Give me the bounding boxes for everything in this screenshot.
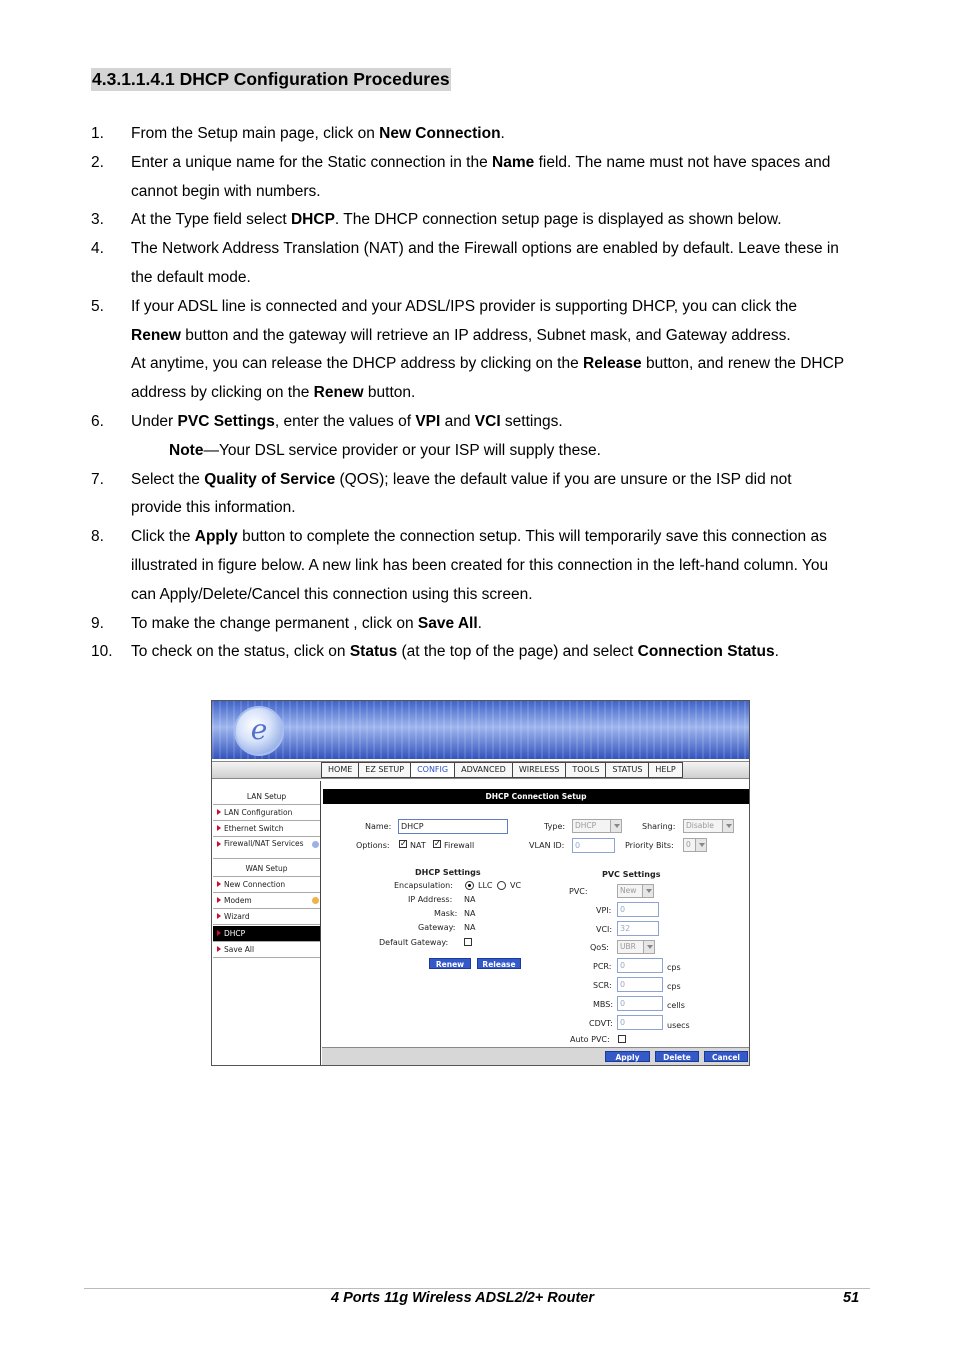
step-line: [131, 466, 871, 495]
sidebar-header-wan: WAN Setup: [213, 861, 320, 877]
step-text: .: [774, 643, 779, 661]
auto-pvc-checkbox[interactable]: [618, 1035, 626, 1043]
step-text: button and the gateway will retrieve an IP address, Subnet mask, and Gateway address.: [180, 326, 791, 344]
apply-button[interactable]: Apply: [605, 1051, 650, 1062]
procedure-step: [91, 149, 871, 207]
llc-label: LLC: [478, 881, 493, 890]
sidebar-item-save-all[interactable]: [213, 942, 320, 958]
step-line: [131, 235, 871, 264]
arrow-right-icon: [217, 913, 221, 919]
vci-label: VCI:: [596, 925, 613, 934]
pvc-select[interactable]: [617, 884, 654, 898]
cdvt-input[interactable]: 0: [617, 1015, 663, 1030]
step-text: (at the top of the page) and select: [397, 643, 638, 661]
gateway-label: Gateway:: [418, 923, 456, 932]
step-text: .: [477, 614, 482, 632]
renew-button[interactable]: Renew: [429, 958, 471, 969]
auto-pvc-label: Auto PVC:: [570, 1035, 610, 1044]
router-screenshot-figure: [211, 700, 750, 1066]
status-dot-icon: [312, 841, 319, 848]
vci-input[interactable]: 32: [617, 921, 659, 936]
step-emphasis: Name: [492, 153, 535, 171]
step-text: address by clicking on the: [131, 384, 314, 402]
step-text: can Apply/Delete/Cancel this connection using this screen.: [131, 585, 533, 603]
vlan-id-label: VLAN ID:: [529, 841, 565, 850]
type-select-value: DHCP: [575, 821, 597, 830]
note-label: Note: [169, 441, 204, 459]
router-logo-icon: e: [234, 706, 284, 756]
arrow-right-icon: [217, 897, 221, 903]
sidebar-item-label: Modem: [224, 896, 252, 905]
step-text: .: [500, 125, 505, 142]
procedure-steps: [91, 120, 871, 667]
step-emphasis: Renew: [131, 326, 181, 344]
sidebar: [212, 781, 321, 1066]
qos-select-value: UBR: [620, 942, 636, 951]
step-text: settings.: [500, 412, 563, 430]
step-number: 1.: [91, 125, 104, 142]
sidebar-item-label: Ethernet Switch: [224, 824, 284, 833]
step-number: 9.: [91, 614, 104, 632]
step-text: button to complete the connection setup. This will temporarily save this connection as: [237, 528, 827, 546]
sharing-select-value: Disable: [686, 821, 714, 830]
default-gateway-label: Default Gateway:: [379, 938, 449, 947]
section-heading: 4.3.1.1.4.1 DHCP Configuration Procedures: [92, 69, 450, 89]
step-note: [131, 437, 871, 466]
sidebar-item-dhcp[interactable]: [213, 926, 320, 942]
vc-label: VC: [510, 881, 522, 890]
chevron-down-icon: [610, 820, 621, 832]
firewall-label: Firewall: [444, 841, 475, 850]
sidebar-item-firewall-nat[interactable]: [213, 837, 320, 859]
arrow-right-icon: [217, 881, 221, 887]
mbs-input[interactable]: 0: [617, 996, 663, 1011]
procedure-step: [91, 293, 871, 408]
nav-tab-help[interactable]: HELP: [648, 762, 682, 778]
step-line: [131, 379, 871, 408]
arrow-right-icon: [217, 946, 221, 952]
step-line: [131, 149, 871, 178]
nav-tab-advanced[interactable]: ADVANCED: [454, 762, 513, 778]
chevron-down-icon: [642, 885, 653, 897]
vpi-input[interactable]: 0: [617, 902, 659, 917]
step-line: [131, 581, 871, 610]
type-select[interactable]: [572, 819, 622, 833]
pvc-settings-header: PVC Settings: [602, 870, 661, 879]
step-number: 10.: [91, 643, 113, 661]
step-text: the default mode.: [131, 268, 251, 286]
step-text: To make the change permanent , click on: [131, 614, 418, 632]
step-number: 2.: [91, 153, 104, 171]
release-button[interactable]: Release: [477, 958, 521, 969]
sidebar-header-lan: LAN Setup: [213, 789, 320, 805]
pcr-unit: cps: [667, 963, 681, 972]
step-text: button, and renew the DHCP: [641, 355, 845, 373]
step-text: Enter a unique name for the Static connection in the: [131, 153, 493, 171]
step-line: [131, 638, 871, 667]
name-input[interactable]: DHCP: [398, 819, 508, 834]
procedure-step: [91, 610, 871, 639]
step-text: , enter the values of: [274, 412, 416, 430]
priority-bits-value: 0: [686, 840, 691, 849]
footer-title: 4 Ports 11g Wireless ADSL2/2+ Router: [331, 1290, 594, 1306]
sidebar-item-label: DHCP: [224, 929, 246, 938]
cancel-button[interactable]: Cancel: [704, 1051, 748, 1062]
encapsulation-label: Encapsulation:: [394, 881, 453, 890]
step-text: From the Setup main page, click on: [131, 125, 380, 142]
step-line: [131, 610, 871, 639]
step-text: Click the: [131, 528, 195, 546]
sidebar-item-label: Firewall/NAT Services: [224, 839, 304, 848]
sidebar-item-label: LAN Configuration: [224, 808, 293, 817]
sidebar-item-ethernet-switch[interactable]: [213, 821, 320, 837]
step-text: At the Type field select: [131, 211, 291, 229]
step-number: 8.: [91, 528, 104, 546]
vpi-label: VPI:: [596, 906, 612, 915]
delete-button[interactable]: Delete: [655, 1051, 699, 1062]
page-number: 51: [843, 1290, 860, 1306]
sharing-select[interactable]: [683, 819, 734, 833]
step-emphasis: New Connection: [379, 125, 501, 142]
sidebar-item-new-connection[interactable]: [213, 877, 320, 893]
ip-address-label: IP Address:: [408, 895, 453, 904]
dhcp-settings-header: DHCP Settings: [415, 868, 481, 877]
nat-label: NAT: [410, 841, 426, 850]
vc-radio[interactable]: [497, 881, 506, 890]
step-text: The Network Address Translation (NAT) and the Firewall options are enabled by default. Leave these in: [131, 240, 839, 258]
pcr-input[interactable]: 0: [617, 958, 663, 973]
options-label: Options:: [356, 841, 390, 850]
procedure-step: [91, 523, 871, 609]
sidebar-item-wizard[interactable]: [213, 909, 320, 925]
step-emphasis: Status: [349, 643, 398, 661]
type-label: Type:: [544, 822, 566, 831]
qos-label: QoS:: [590, 943, 609, 952]
step-line: [131, 408, 871, 437]
nat-checkbox[interactable]: ✓: [400, 839, 407, 848]
step-emphasis: VCI: [474, 412, 501, 430]
cdvt-label: CDVT:: [589, 1019, 613, 1028]
priority-bits-select[interactable]: [683, 838, 707, 852]
arrow-right-icon: [217, 809, 221, 815]
sidebar-item-lan-configuration[interactable]: [213, 805, 320, 821]
nav-tab-home[interactable]: HOME: [321, 762, 359, 778]
router-banner: [212, 701, 749, 759]
step-line: [131, 120, 871, 149]
step-text: provide this information.: [131, 499, 296, 517]
qos-select[interactable]: [617, 940, 655, 954]
step-line: [131, 293, 871, 322]
step-text: . The DHCP connection setup page is displayed as shown below.: [334, 211, 782, 229]
step-text: To check on the status, click on: [131, 643, 350, 661]
cdvt-unit: usecs: [667, 1021, 690, 1030]
pvc-select-value: New: [620, 886, 637, 895]
step-emphasis: Release: [583, 355, 642, 373]
chevron-down-icon: [722, 820, 733, 832]
gateway-value: NA: [464, 923, 476, 932]
arrow-right-icon: [217, 841, 221, 847]
step-line: [131, 206, 871, 235]
arrow-right-icon: [217, 930, 221, 936]
step-line: [131, 178, 871, 207]
step-line: [131, 523, 871, 552]
procedure-step: [91, 408, 871, 466]
step-number: 5.: [91, 297, 104, 315]
nav-tab-tools[interactable]: TOOLS: [565, 762, 606, 778]
step-emphasis: Connection Status: [637, 643, 775, 661]
step-text: button.: [363, 384, 416, 402]
step-text: If your ADSL line is connected and your ADSL/IPS provider is supporting DHCP, you can click the: [131, 297, 797, 315]
nav-tab-wireless[interactable]: WIRELESS: [512, 762, 567, 778]
pvc-label: PVC:: [569, 887, 588, 896]
step-text: cannot begin with numbers.: [131, 182, 321, 200]
llc-radio[interactable]: [465, 881, 474, 890]
page-title: DHCP Connection Setup: [323, 789, 749, 804]
mask-label: Mask:: [434, 909, 458, 918]
mbs-unit: cells: [667, 1001, 685, 1010]
step-emphasis: Save All: [417, 614, 478, 632]
top-navigation: [321, 762, 682, 778]
default-gateway-checkbox[interactable]: [464, 938, 472, 946]
priority-bits-label: Priority Bits:: [625, 841, 674, 850]
scr-label: SCR:: [593, 981, 612, 990]
ip-address-value: NA: [464, 895, 476, 904]
step-emphasis: PVC Settings: [177, 412, 275, 430]
sidebar-item-label: Wizard: [224, 912, 250, 921]
procedure-step: [91, 206, 871, 235]
sharing-label: Sharing:: [642, 822, 676, 831]
step-text: field. The name must not have spaces and: [534, 153, 831, 171]
status-dot-icon: [312, 897, 319, 904]
step-text: Select the: [131, 470, 205, 488]
step-number: 4.: [91, 240, 104, 258]
arrow-right-icon: [217, 825, 221, 831]
procedure-step: [91, 235, 871, 293]
step-line: [131, 494, 871, 523]
procedure-step: [91, 466, 871, 524]
procedure-step: [91, 120, 871, 149]
firewall-checkbox[interactable]: ✓: [434, 839, 441, 848]
step-text: illustrated in figure below. A new link has been created for this connection in the left-hand column. You: [131, 556, 829, 574]
step-text: At anytime, you can release the DHCP address by clicking on the: [131, 355, 584, 373]
step-number: 6.: [91, 412, 104, 430]
step-number: 7.: [91, 470, 104, 488]
step-line: [131, 552, 871, 581]
step-emphasis: DHCP: [290, 211, 335, 229]
nav-tab-config[interactable]: CONFIG: [410, 762, 455, 778]
note-text: —Your DSL service provider or your ISP will supply these.: [203, 441, 601, 459]
step-emphasis: VPI: [415, 412, 441, 430]
chevron-down-icon: [643, 941, 654, 953]
step-emphasis: Apply: [194, 528, 238, 546]
mask-value: NA: [464, 909, 476, 918]
name-label: Name:: [365, 822, 392, 831]
vlan-id-input[interactable]: 0: [572, 838, 615, 853]
step-text: (QOS); leave the default value if you are unsure or the ISP did not: [335, 470, 792, 488]
sidebar-item-label: New Connection: [224, 880, 286, 889]
nav-tab-status[interactable]: STATUS: [605, 762, 649, 778]
step-line: [131, 264, 871, 293]
footer-divider: [84, 1288, 870, 1289]
mbs-label: MBS:: [593, 1000, 614, 1009]
step-emphasis: Renew: [313, 384, 364, 402]
sidebar-item-label: Save All: [224, 945, 255, 954]
step-line: [131, 322, 871, 351]
step-text: Under: [131, 412, 178, 430]
sidebar-item-modem[interactable]: [213, 893, 320, 909]
pcr-label: PCR:: [593, 962, 612, 971]
nav-tab-ez-setup[interactable]: EZ SETUP: [358, 762, 411, 778]
scr-unit: cps: [667, 982, 681, 991]
step-text: and: [440, 412, 475, 430]
step-number: 3.: [91, 211, 104, 229]
scr-input[interactable]: 0: [617, 977, 663, 992]
procedure-step: [91, 638, 871, 667]
step-emphasis: Quality of Service: [204, 470, 336, 488]
chevron-down-icon: [695, 839, 706, 851]
step-line: [131, 350, 871, 379]
